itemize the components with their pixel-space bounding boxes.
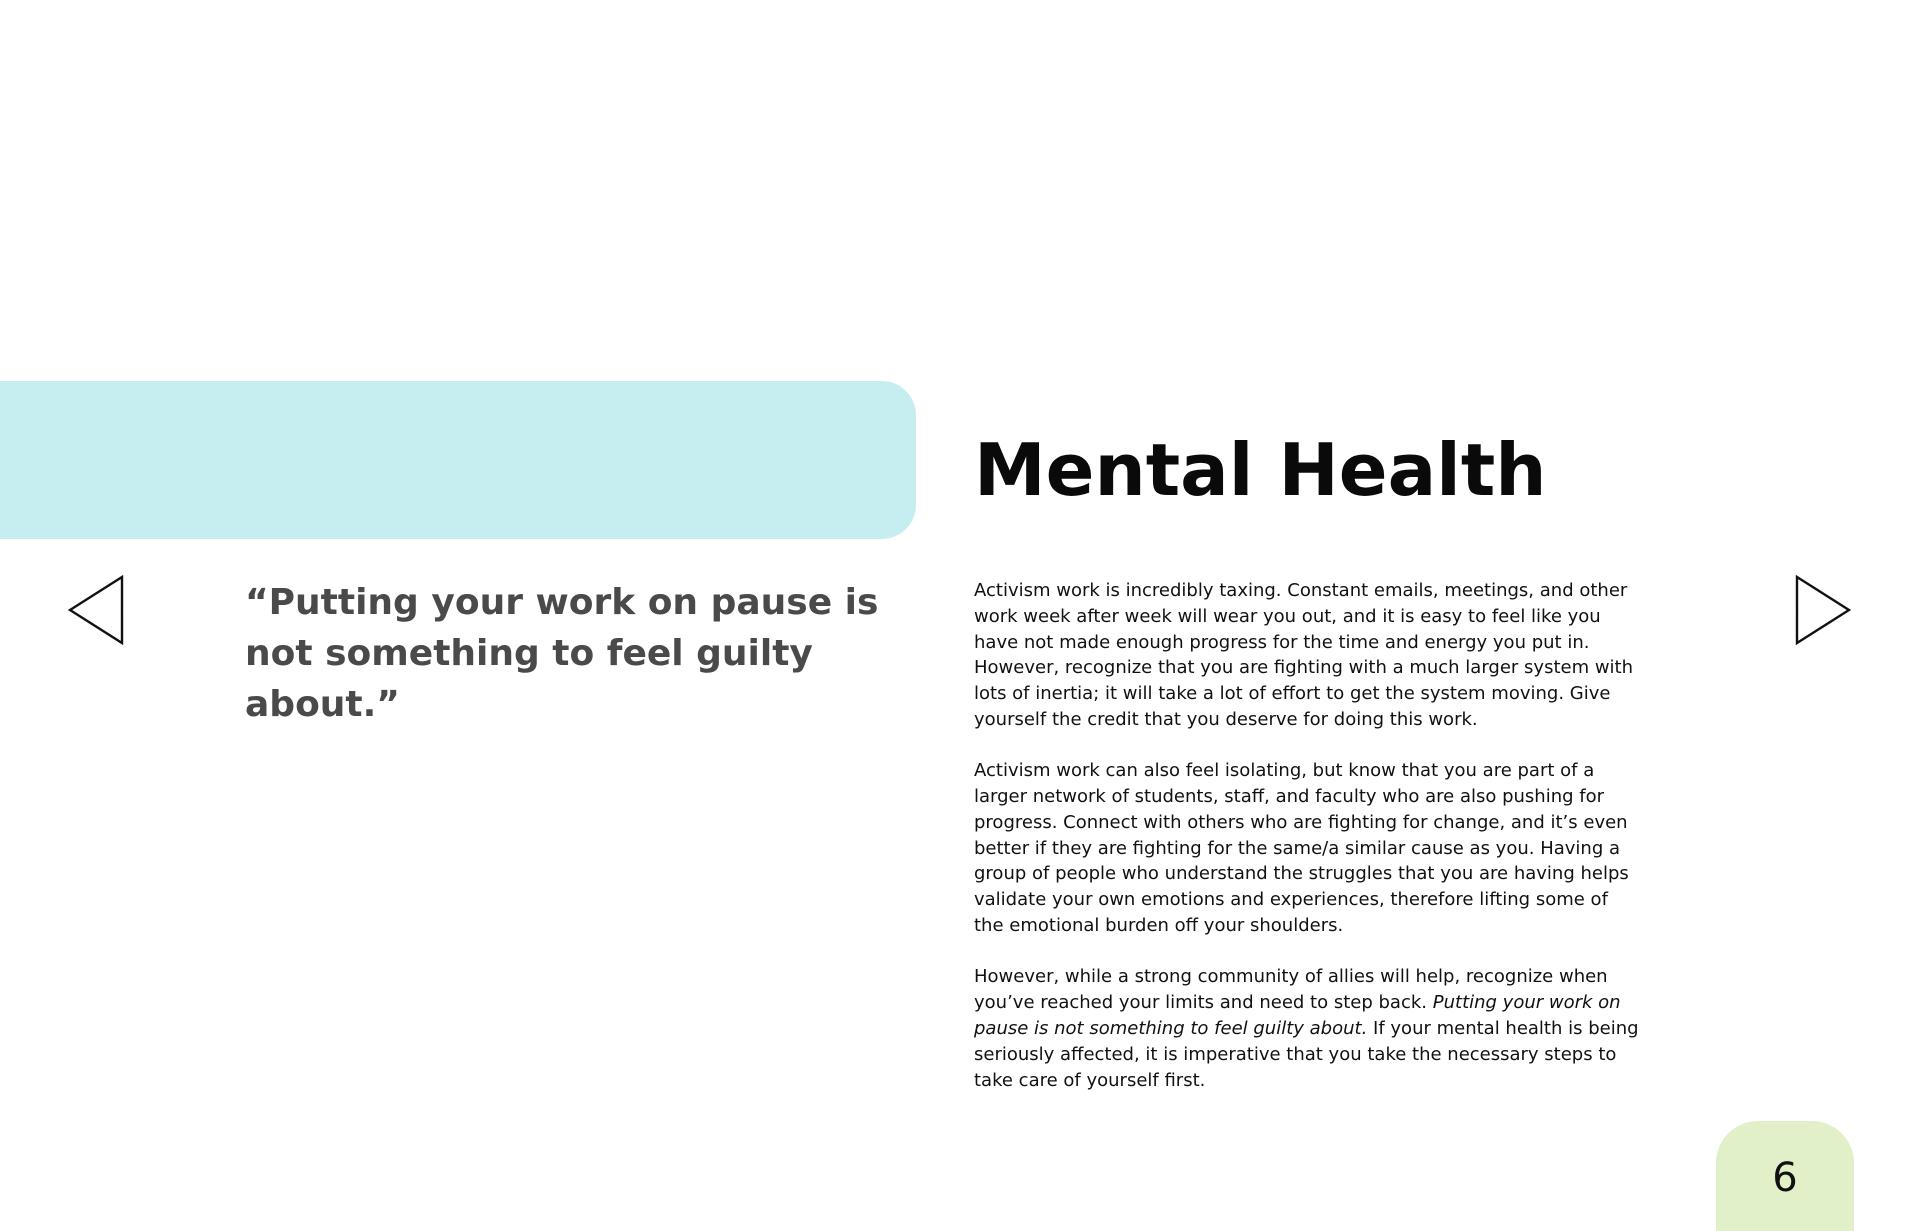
pull-quote: “Putting your work on pause is not something to feel guilty about.” [245, 582, 879, 725]
emphasized-text: Putting your work on pause is not something to feel guilty about. [974, 992, 1621, 1039]
page-title: Mental Health [974, 428, 1547, 512]
body-paragraph: Activism work is incredibly taxing. Constant emails, meetings, and other work week after week will wear you out, and it is easy to feel like you have not made enough progress for the time and energy you put in. However, recognize that you are fighting with a much larger system with lots of inertia; it will take a lot of effort to get the system moving. Give yourself the credit that you deserve for doing this work. [974, 580, 1634, 730]
next-page-button[interactable] [1795, 575, 1851, 645]
paragraph-text: If your mental health is being seriously affected, it is imperative that you take the necessary steps to take care of yourself first. [974, 1017, 1639, 1091]
triangle-left-icon [68, 575, 124, 645]
body-paragraph [974, 964, 1639, 1093]
paragraph-text: However, while a strong community of allies will help, recognize when you’ve reached your limits and need to step back. [974, 966, 1608, 1014]
header-accent-bar [0, 381, 916, 539]
body-paragraph: Activism work can also feel isolating, but know that you are part of a larger network of students, staff, and faculty who are also pushing for progress. Connect with others who are fighting for change, and it’s even better if they are fighting for the same/a similar cause as you. Having a group of people who understand the struggles that you are having helps validate your own emotions and experiences, therefore lifting some of the emotional burden off your shoulders. [974, 760, 1629, 937]
previous-page-button[interactable] [68, 575, 124, 645]
triangle-right-icon [1795, 575, 1851, 645]
body-text [974, 578, 1639, 1093]
page-number: 6 [1772, 1155, 1798, 1201]
